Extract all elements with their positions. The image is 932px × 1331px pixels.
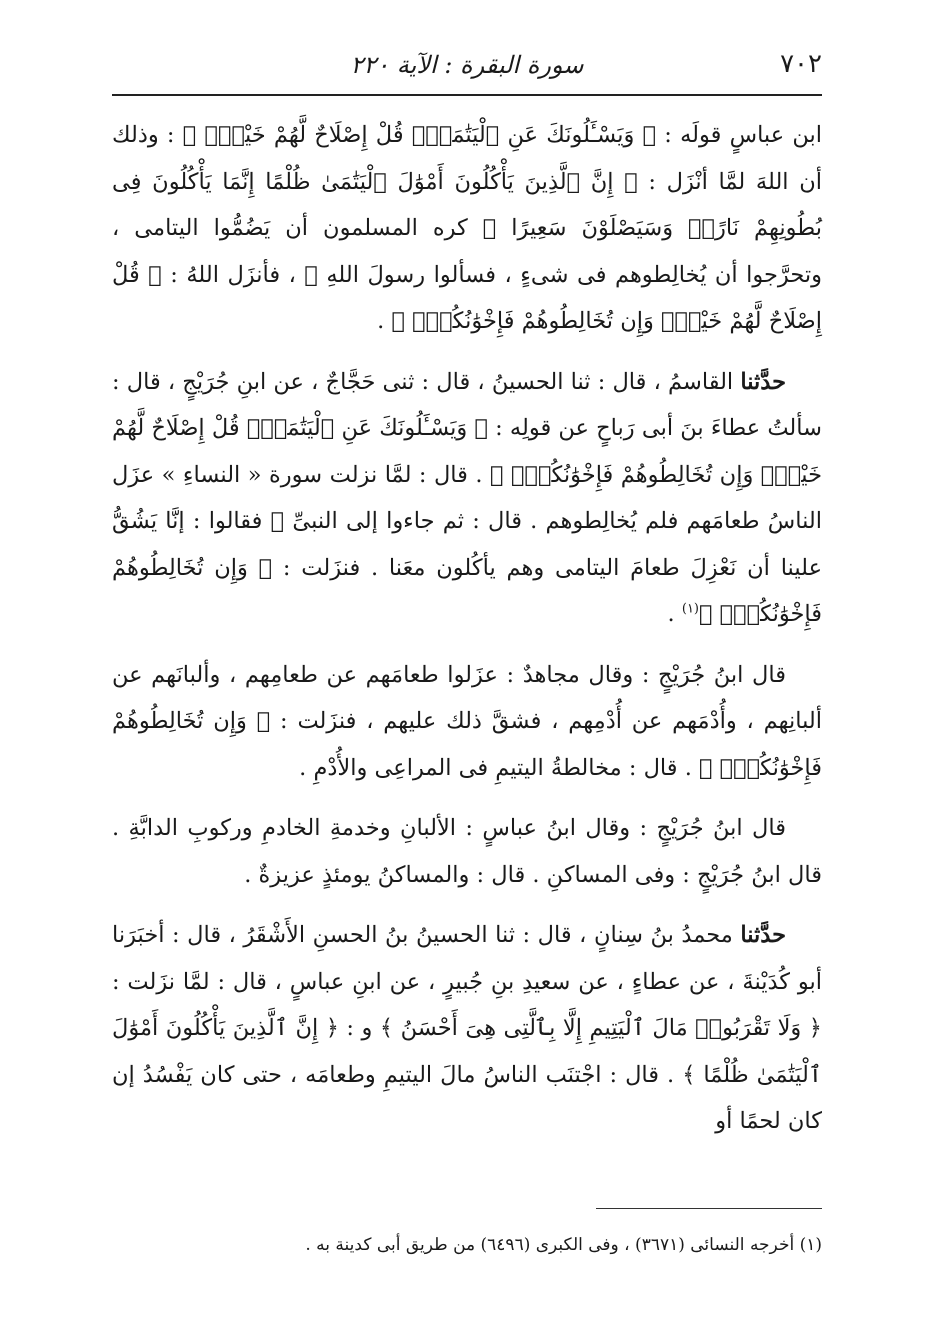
footnote-rule xyxy=(596,1208,822,1209)
running-title: سورة البقرة : الآية ٢٢٠ xyxy=(350,51,584,79)
hadith-lead: حدَّثنا xyxy=(740,368,786,395)
page-number: ٧٠٢ xyxy=(780,49,822,79)
paragraph-3 xyxy=(112,652,822,792)
paragraph-1 xyxy=(112,112,822,345)
page-body xyxy=(112,112,822,1159)
footnote xyxy=(112,1232,822,1258)
paragraph-4 xyxy=(112,805,822,898)
paragraph-text: ابن عباسٍ قولَه : ﴿ وَيَسْـَٔلُونَكَ عَنِ ٱلْيَتَٰمَىٰۖ قُلْ إِصْلَاحٌ لَّهُمْ خَيْرٌۖ ﴾ : وذلك أن اللهَ لمَّا أنْزَل : ﴿ إِنَّ ٱلَّذِينَ يَأْكُلُونَ أَمْوَٰلَ ٱلْيَتَٰمَىٰ ظُلْمًا إِنَّمَا يَأْكُلُونَ فِى بُطُونِهِمْ نَارًاۖ وَسَيَصْلَوْنَ سَعِيرًا ﴾ كره المسلمون أن يَضُمُّوا اليتامى ، وتحرَّجوا أن يُخالِطوهم فى شىءٍ ، فسألوا رسولَ اللهِ ﷺ ، فأنزَل اللهُ : ﴿ قُلْ إِصْلَاحٌ لَّهُمْ خَيْرٌۖ وَإِن تُخَالِطُوهُمْ فَإِخْوَٰنُكُمْۚ ﴾ . xyxy=(112,122,822,334)
paragraph-text: القاسمُ ، قال : ثنا الحسينُ ، قال : ثنى حَجَّاجٌ ، عن ابنِ جُرَيْجٍ ، قال : سألتُ عطاءَ بنَ أبى رَباحٍ عن قولِه : ﴿ وَيَسْـَٔلُونَكَ عَنِ ٱلْيَتَٰمَىٰۖ قُلْ إِصْلَاحٌ لَّهُمْ خَيْرٌۖ وَإِن تُخَالِطُوهُمْ فَإِخْوَٰنُكُمْۚ ﴾ . قال : لمَّا نزلت سورة « النساءِ » عزَل الناسُ طعامَهم فلم يُخالِطوهم . قال : ثم جاءوا إلى النبىِّ ﷺ فقالوا : إنَّا يَشُقُّ علينا أن نَعْزِلَ طعامَ اليتامى وهم يأكُلون معَنا . فنزَلت : ﴿ وَإِن تُخَالِطُوهُمْ فَإِخْوَٰنُكُمْۚ ﴾ xyxy=(112,368,822,627)
paragraph-text: محمدُ بنُ سِنانٍ ، قال : ثنا الحسينُ بنُ الحسنِ الأَشْقَرُ ، قال : أخبَرَنا أبو كُدَيْنةَ ، عن عطاءٍ ، عن سعيدِ بنِ جُبيرٍ ، عن ابنِ عباسٍ ، قال : لمَّا نزَلت : ﴿ وَلَا تَقْرَبُوا۟ مَالَ ٱلْيَتِيمِ إِلَّا بِٱلَّتِى هِىَ أَحْسَنُ ﴾ و : ﴿ إِنَّ ٱلَّذِينَ يَأْكُلُونَ أَمْوَٰلَ ٱلْيَتَٰمَىٰ ظُلْمًا ﴾ . قال : اجْتنَب الناسُ مالَ اليتيمِ وطعامَه ، حتى كان يَفْسُدُ إن كان لحمًا أو xyxy=(112,922,822,1134)
hadith-lead: حدَّثنا xyxy=(740,922,786,948)
header-rule xyxy=(112,94,822,96)
paragraph-text: قال ابنُ جُرَيْجٍ : وقال ابنُ عباسٍ : الألبانِ وخدمةِ الخادمِ وركوبِ الدابَّةِ . قال ابنُ جُرَيْجٍ : وفى المساكنِ . قال : والمساكنُ يومئذٍ عزيزةٌ . xyxy=(112,815,822,888)
paragraph-tail: . xyxy=(667,601,682,627)
paragraph-5 xyxy=(112,912,822,1145)
paragraph-2 xyxy=(112,359,822,638)
page-header xyxy=(112,48,822,88)
paragraph-text: قال ابنُ جُرَيْجٍ : وقال مجاهدٌ : عزَلوا طعامَهم عن طعامِهم ، وألبانَهم عن ألبانِهم ، وأُدْمَهم عن أُدْمِهم ، فشقَّ ذلك عليهم ، فنزَلت : ﴿ وَإِن تُخَالِطُوهُمْ فَإِخْوَٰنُكُمْۚ ﴾ . قال : مخالطةُ اليتيمِ فى المراعِى والأُدْمِ . xyxy=(112,661,822,781)
footnote-text: (١) أخرجه النسائى (٣٦٧١) ، وفى الكبرى (٦٤٩٦) من طريق أبى كدينة به . xyxy=(305,1235,822,1255)
footnote-reference: (١) xyxy=(681,601,699,617)
